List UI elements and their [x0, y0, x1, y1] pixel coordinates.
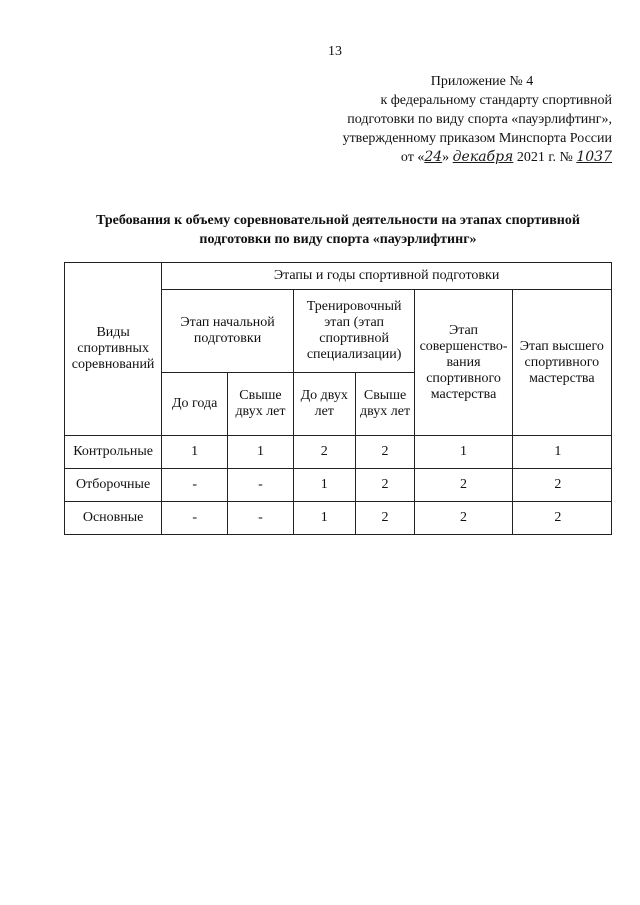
table-cell: 2	[415, 469, 512, 502]
subheader-cell: До года	[162, 373, 228, 436]
table-cell: 1	[293, 469, 355, 502]
row-label: Отборочные	[65, 469, 162, 502]
date-day: 24	[424, 149, 443, 165]
subheader-cell: До двух лет	[293, 373, 355, 436]
appendix-header	[312, 72, 612, 167]
table-cell: 2	[355, 469, 415, 502]
table-cell: 2	[512, 502, 611, 535]
title-line-2: подготовки по виду спорта «пауэрлифтинг»	[199, 232, 477, 247]
table-cell: -	[162, 502, 228, 535]
table-cell: 1	[293, 502, 355, 535]
table-cell: 2	[415, 502, 512, 535]
stage-initial-cell: Этап начальной подготовки	[162, 290, 294, 373]
appendix-line: утвержденному приказом Минспорта России	[342, 131, 612, 146]
table-cell: 2	[512, 469, 611, 502]
order-number: 1037	[576, 149, 612, 165]
table-cell: 2	[355, 436, 415, 469]
table-cell: 1	[415, 436, 512, 469]
table-cell: 2	[355, 502, 415, 535]
table-cell: 1	[162, 436, 228, 469]
appendix-line: подготовки по виду спорта «пауэрлифтинг»,	[347, 112, 612, 127]
subheader-cell: Свыше двух лет	[355, 373, 415, 436]
stage-higher-cell: Этап высшего спортивного мастерства	[512, 290, 611, 436]
table-cell: -	[162, 469, 228, 502]
table-cell: 1	[512, 436, 611, 469]
table-cell: 2	[293, 436, 355, 469]
table-row	[65, 469, 612, 502]
date-month: декабря	[452, 149, 514, 165]
date-year: 2021 г. №	[513, 150, 577, 165]
row-label: Контрольные	[65, 436, 162, 469]
stage-training-cell: Тренировочный этап (этап спортивной специализации)	[293, 290, 415, 373]
table-row	[65, 502, 612, 535]
row-header-cell: Виды спортивных соревнований	[65, 263, 162, 436]
table-header-row	[65, 263, 612, 290]
row-label: Основные	[65, 502, 162, 535]
table-cell: -	[228, 502, 294, 535]
title-line-1: Требования к объему соревновательной деятельности на этапах спортивной	[96, 213, 580, 228]
page-number: 13	[328, 44, 342, 59]
table-cell: 1	[228, 436, 294, 469]
appendix-line: к федеральному стандарту спортивной	[380, 93, 612, 108]
date-mid: »	[442, 150, 453, 165]
group-header-cell: Этапы и годы спортивной подготовки	[162, 263, 612, 290]
document-title	[64, 211, 612, 249]
date-prefix: от «	[400, 150, 425, 165]
appendix-title: Приложение № 4	[430, 74, 534, 89]
subheader-cell: Свыше двух лет	[228, 373, 294, 436]
table-cell: -	[228, 469, 294, 502]
stage-improvement-cell: Этап совершенство-вания спортивного мастерства	[415, 290, 512, 436]
table-row	[65, 436, 612, 469]
requirements-table	[64, 262, 612, 535]
appendix-date-line	[312, 148, 612, 167]
